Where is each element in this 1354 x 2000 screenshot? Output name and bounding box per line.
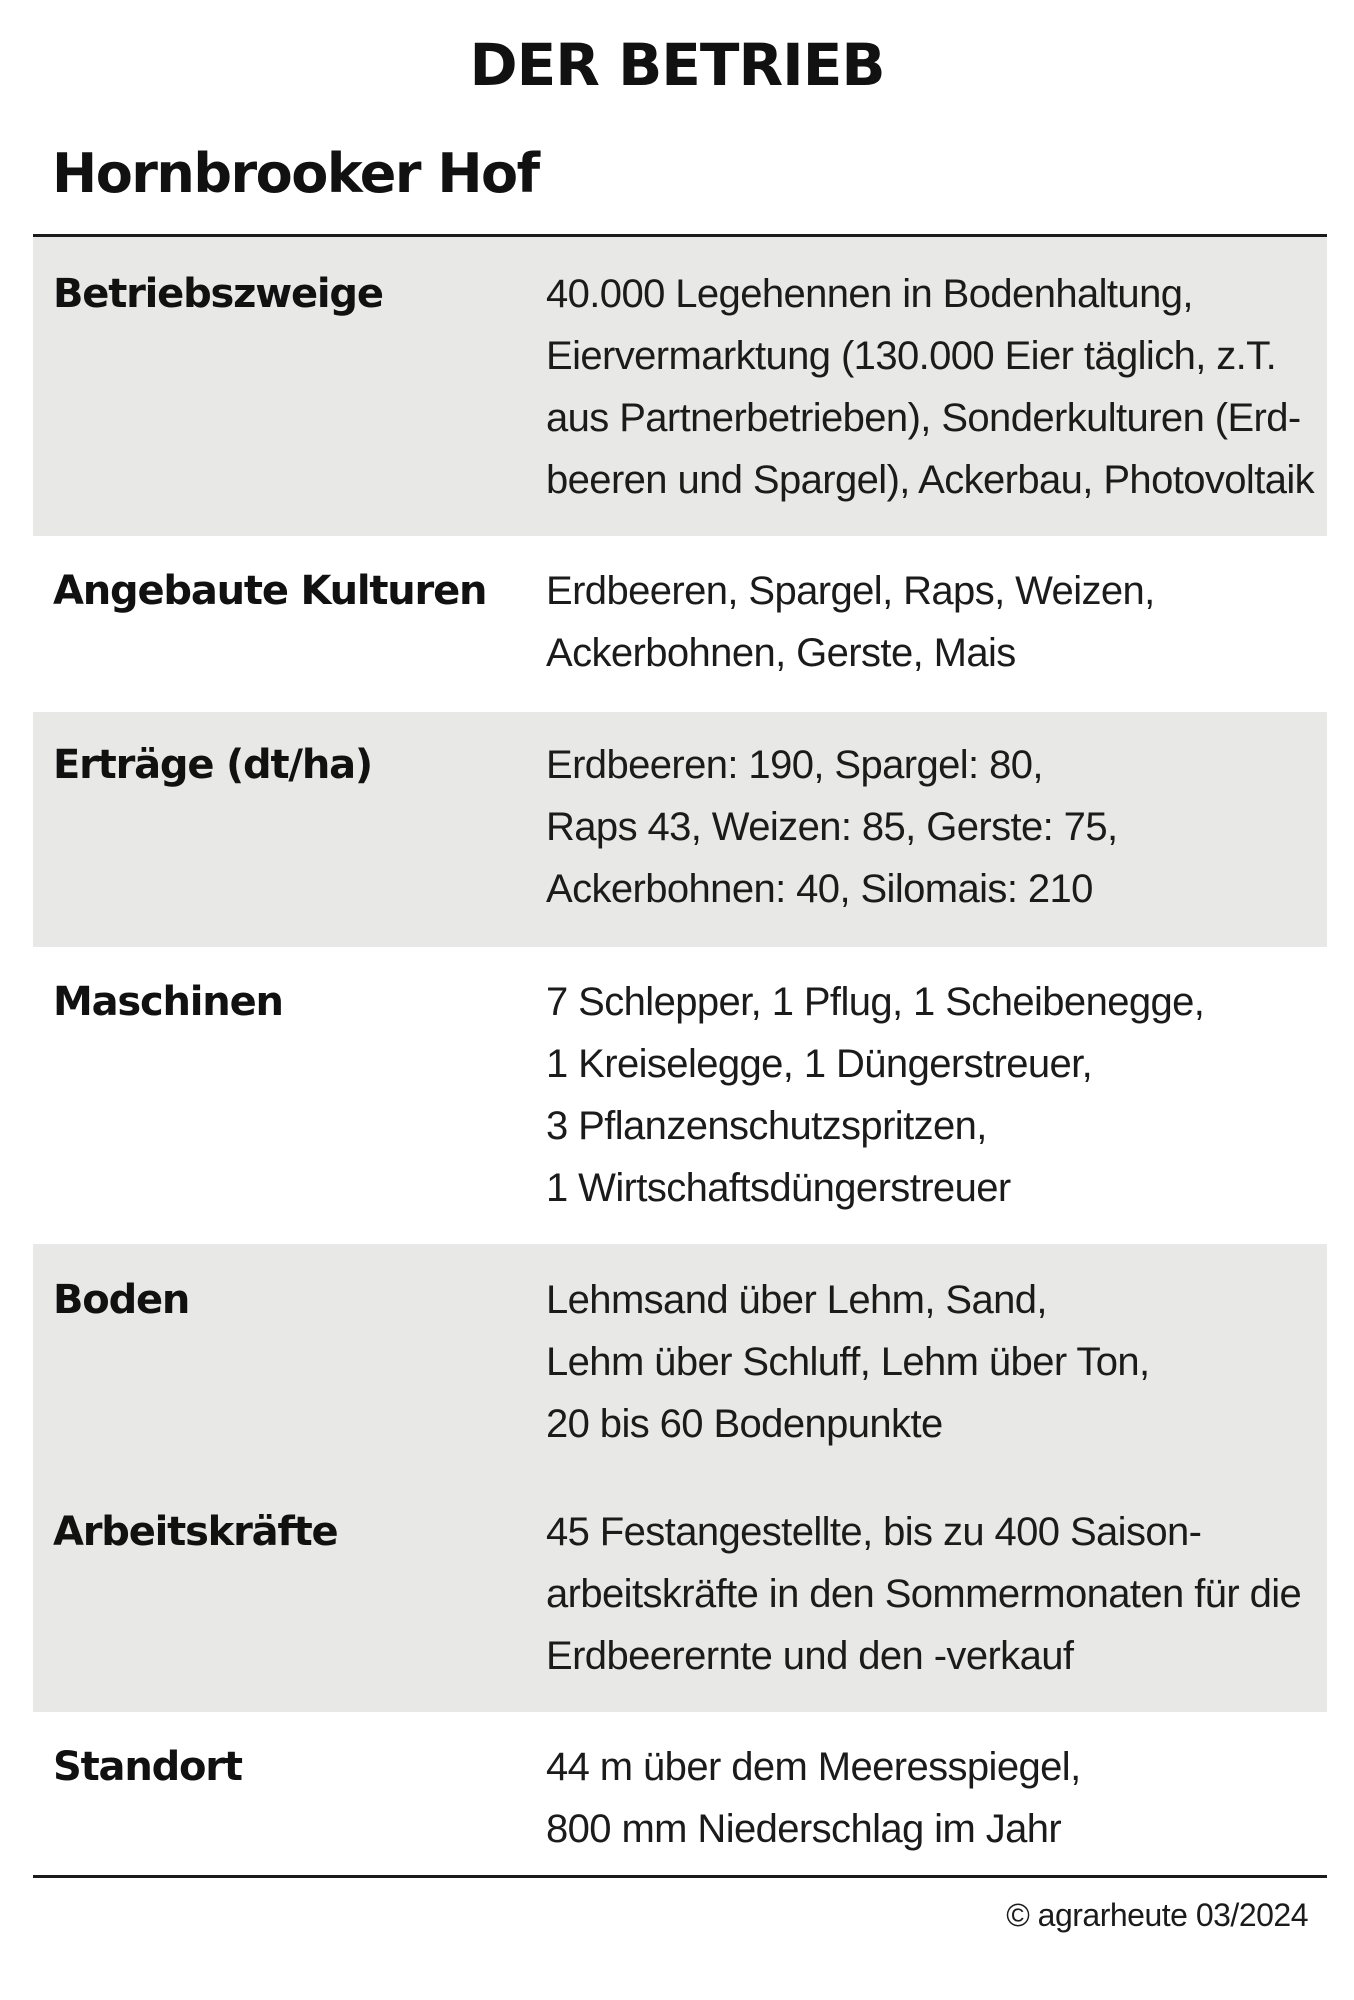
value-line: arbeitskräfte in den Sommermonaten für die	[546, 1572, 1302, 1616]
value-line: 7 Schlepper, 1 Pflug, 1 Scheibenegge,	[546, 980, 1205, 1024]
table-row-angebaute-kulturen	[33, 536, 1327, 712]
value-line: Ackerbohnen: 40, Silomais: 210	[546, 867, 1093, 911]
value-line: 1 Kreiselegge, 1 Düngerstreuer,	[546, 1042, 1093, 1086]
value-line: 800 mm Niederschlag im Jahr	[546, 1807, 1062, 1851]
table-row-maschinen	[33, 947, 1327, 1244]
value-line: Erdbeeren: 190, Spargel: 80,	[546, 743, 1043, 787]
row-label: Boden	[53, 1277, 190, 1323]
row-value	[546, 1736, 1316, 1860]
value-line: Eiervermarktung (130.000 Eier täglich, z.T.	[546, 334, 1277, 378]
value-line: Erdbeeren, Spargel, Raps, Weizen,	[546, 569, 1155, 613]
value-line: 3 Pflanzenschutzspritzen,	[546, 1104, 987, 1148]
row-value	[546, 734, 1316, 920]
table-row-boden	[33, 1244, 1327, 1479]
value-line: Ackerbohnen, Gerste, Mais	[546, 631, 1016, 675]
row-value	[546, 1501, 1316, 1687]
value-line: 44 m über dem Meeresspiegel,	[546, 1745, 1081, 1789]
row-label: Maschinen	[53, 979, 283, 1025]
table-row-standort	[33, 1712, 1327, 1875]
row-value	[546, 971, 1316, 1219]
value-line: 1 Wirtschaftsdüngerstreuer	[546, 1166, 1011, 1210]
value-line: 20 bis 60 Bodenpunkte	[546, 1402, 943, 1446]
bottom-divider	[33, 1875, 1327, 1878]
value-line: Lehm über Schluff, Lehm über Ton,	[546, 1340, 1150, 1384]
table-row-betriebszweige	[33, 237, 1327, 536]
page-title: DER BETRIEB	[469, 31, 885, 99]
farm-facts-table	[33, 237, 1327, 1875]
row-label: Arbeitskräfte	[53, 1509, 338, 1555]
table-row-arbeitskraefte	[33, 1479, 1327, 1712]
row-label: Betriebszweige	[53, 271, 383, 317]
farm-name-heading: Hornbrooker Hof	[52, 142, 539, 205]
value-line: beeren und Spargel), Ackerbau, Photovoltaik	[546, 458, 1315, 502]
value-line: 40.000 Legehennen in Bodenhaltung,	[546, 272, 1193, 316]
value-line: Lehmsand über Lehm, Sand,	[546, 1278, 1047, 1322]
row-value	[546, 1269, 1316, 1455]
row-label: Erträge (dt/ha)	[53, 742, 372, 788]
row-label: Angebaute Kulturen	[53, 568, 487, 614]
value-line: aus Partnerbetrieben), Sonderkulturen (Erd-	[546, 396, 1301, 440]
value-line: Raps 43, Weizen: 85, Gerste: 75,	[546, 805, 1118, 849]
row-label: Standort	[53, 1744, 242, 1790]
table-row-ertraege	[33, 712, 1327, 947]
value-line: Erdbeerernte und den -verkauf	[546, 1634, 1074, 1678]
row-value	[546, 263, 1316, 511]
value-line: 45 Festangestellte, bis zu 400 Saison-	[546, 1510, 1202, 1554]
row-value	[546, 560, 1316, 684]
copyright-credit: © agrarheute 03/2024	[1006, 1897, 1308, 1933]
